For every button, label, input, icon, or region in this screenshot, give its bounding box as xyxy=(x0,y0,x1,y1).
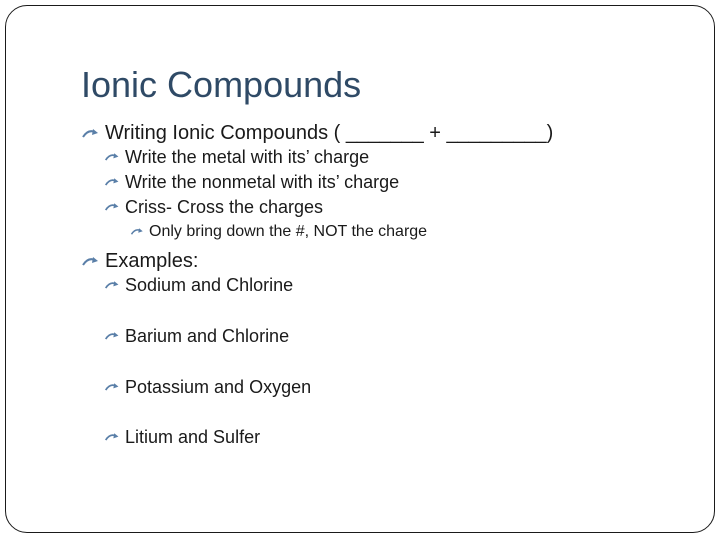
curved-arrow-bullet-icon xyxy=(104,177,121,188)
bullet-only-bring-down xyxy=(130,223,427,241)
bullet-text: Only bring down the #, NOT the charge xyxy=(149,223,428,240)
bullet-litium-sulfer xyxy=(104,427,260,448)
bullet-examples xyxy=(81,250,198,273)
curved-arrow-bullet-icon xyxy=(104,331,121,342)
bullet-write-nonmetal xyxy=(104,172,399,193)
bullet-barium-chlorine xyxy=(104,326,289,347)
bullet-text: Examples: xyxy=(105,250,199,272)
curved-arrow-bullet-icon xyxy=(81,256,101,268)
bullet-text: Barium and Chlorine xyxy=(125,326,290,346)
bullet-text: Litium and Sulfer xyxy=(125,427,261,447)
slide-frame xyxy=(5,5,715,533)
bullet-text: Sodium and Chlorine xyxy=(125,275,294,295)
bullet-criss-cross xyxy=(104,197,323,218)
curved-arrow-bullet-icon xyxy=(104,280,121,291)
curved-arrow-bullet-icon xyxy=(81,128,101,140)
slide-title: Ionic Compounds xyxy=(81,64,362,105)
bullet-writing-ionic-compounds xyxy=(81,122,553,145)
bullet-sodium-chlorine xyxy=(104,275,293,296)
bullet-text: Potassium and Oxygen xyxy=(125,377,312,397)
curved-arrow-bullet-icon xyxy=(130,227,145,237)
curved-arrow-bullet-icon xyxy=(104,202,121,213)
curved-arrow-bullet-icon xyxy=(104,382,121,393)
bullet-write-metal xyxy=(104,147,369,168)
curved-arrow-bullet-icon xyxy=(104,432,121,443)
bullet-text: Writing Ionic Compounds ( _______ + _________) xyxy=(105,122,554,144)
bullet-text: Write the nonmetal with its’ charge xyxy=(125,172,400,192)
curved-arrow-bullet-icon xyxy=(104,152,121,163)
bullet-text: Criss- Cross the charges xyxy=(125,197,324,217)
bullet-potassium-oxygen xyxy=(104,377,311,398)
bullet-text: Write the metal with its’ charge xyxy=(125,147,370,167)
